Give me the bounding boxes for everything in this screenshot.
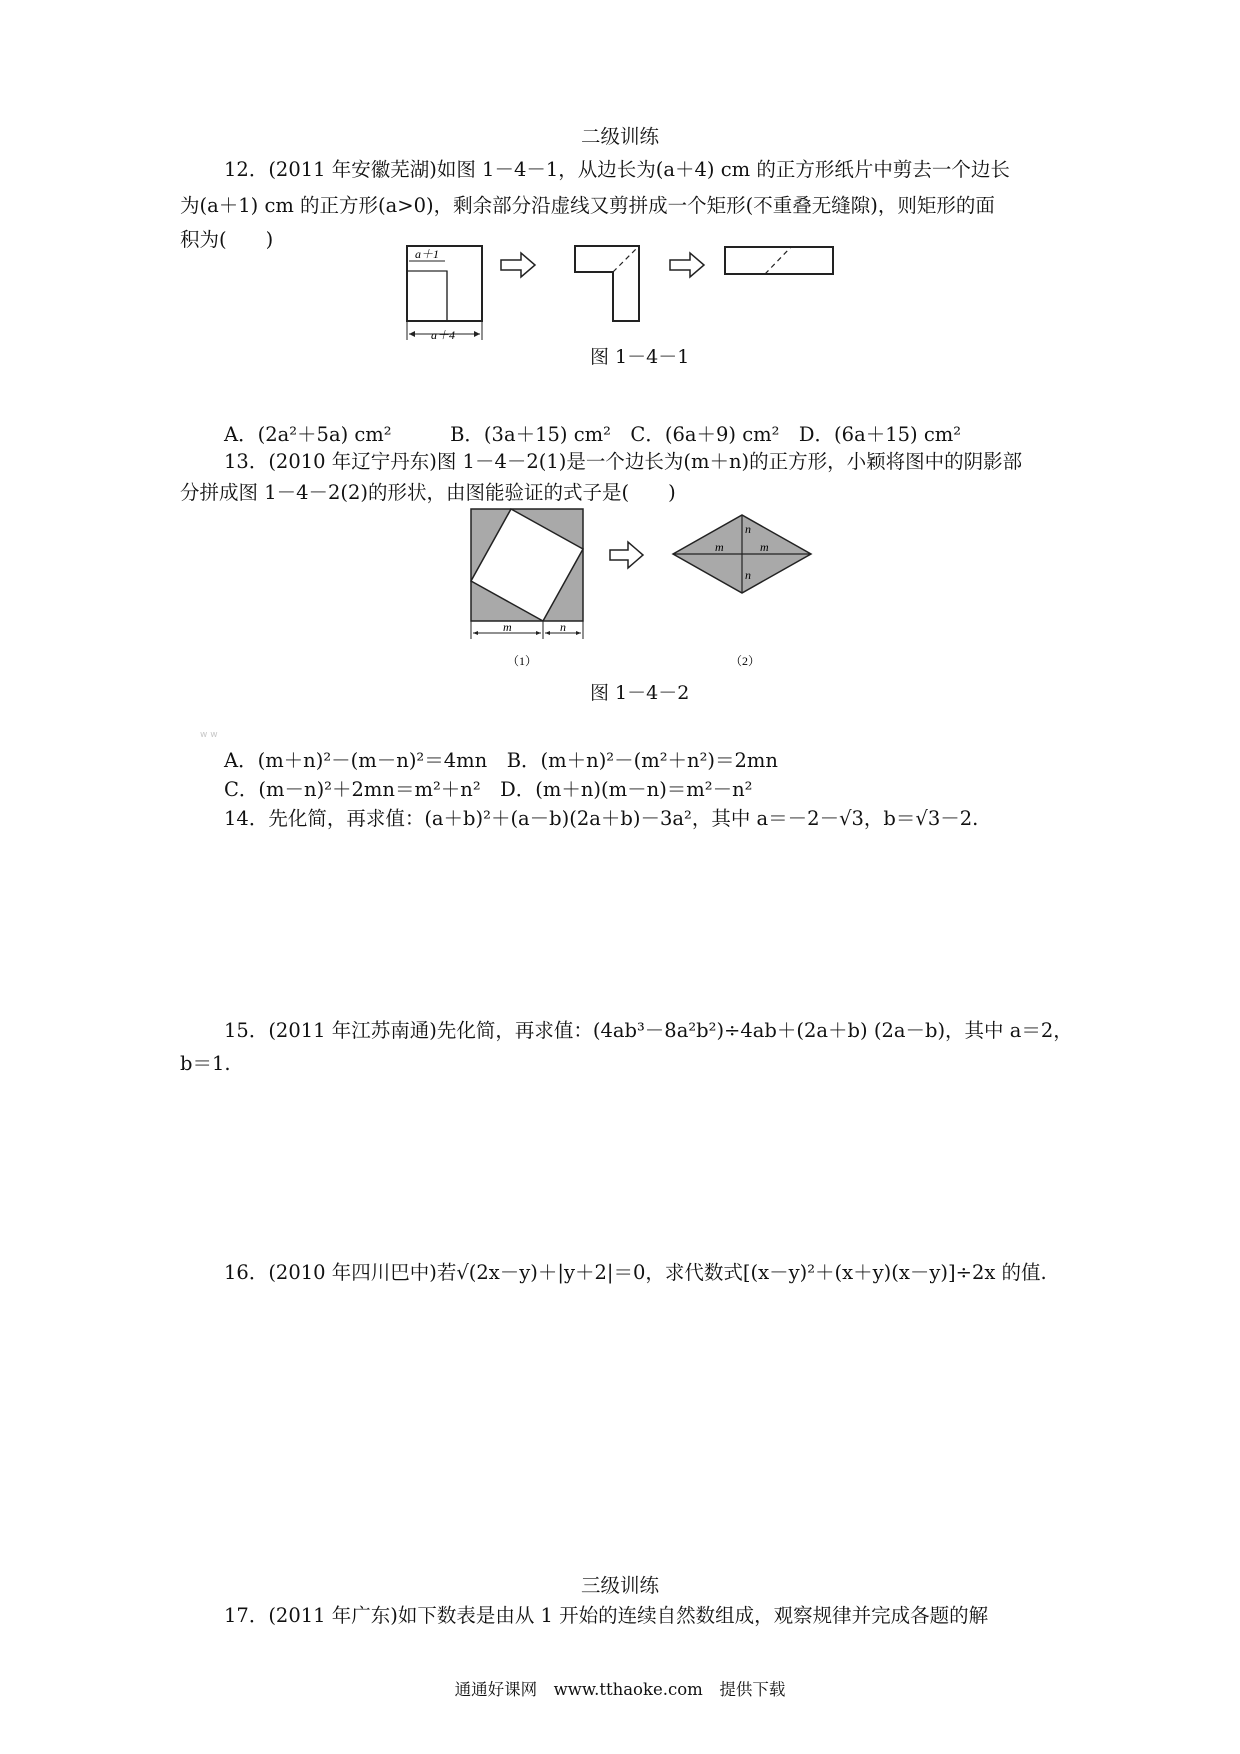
figure-1-4-1 — [395, 240, 895, 345]
figure-1-4-2 — [465, 503, 830, 673]
arrow-icon — [501, 253, 535, 277]
fig2-rhombus-n-top: n — [745, 522, 751, 536]
q12-line-1: 12．(2011 年安徽芜湖)如图 1－4－1，从边长为(a＋4) cm 的正方形纸片中剪去一个边长 — [224, 158, 1010, 181]
arrow-icon — [610, 542, 643, 568]
fig1-label-bottom: a＋4 — [431, 328, 456, 342]
fig1-label-top: a＋1 — [415, 247, 440, 261]
section-title-2: 二级训练 — [580, 125, 659, 148]
q13-line-1: 13．(2010 年辽宁丹东)图 1－4－2(1)是一个边长为(m＋n)的正方形，小颖将图中的阴影部 — [224, 450, 1023, 473]
q12-options: A．(2a²＋5a) cm² B．(3a＋15) cm² C．(6a＋9) cm² D．(6a＋15) cm² — [224, 423, 962, 446]
page-footer: 通通好课网 www.tthaoke.com 提供下载 — [454, 1680, 786, 1699]
q15-line-2: b＝1. — [180, 1052, 231, 1075]
q15-line-1: 15．(2011 年江苏南通)先化简，再求值：(4ab³－8a²b²)÷4ab＋(2a＋b) (2a－b)，其中 a＝2， — [224, 1019, 1073, 1042]
q12-line-3: 积为( ) — [180, 228, 274, 251]
fig2-sub-2: （2） — [730, 654, 761, 668]
q16-text: 16．(2010 年四川巴中)若√(2x－y)＋|y＋2|＝0，求代数式[(x－y)²＋(x＋y)(x－y)]÷2x 的值. — [224, 1261, 1047, 1284]
fig2-label-n: n — [560, 620, 566, 634]
figure-1-4-2-caption: 图 1－4－2 — [590, 682, 690, 704]
fig2-label-m: m — [503, 620, 512, 634]
arrow-icon — [670, 253, 704, 277]
q13-line-2: 分拼成图 1－4－2(2)的形状，由图能验证的式子是( ) — [180, 481, 676, 504]
q17-text: 17．(2011 年广东)如下数表是由从 1 开始的连续自然数组成，观察规律并完成各题的解 — [224, 1604, 989, 1627]
watermark: w w — [200, 730, 218, 740]
fig2-rhombus-n-bottom: n — [745, 568, 751, 582]
q12-line-2: 为(a＋1) cm 的正方形(a>0)，剩余部分沿虚线又剪拼成一个矩形(不重叠无缝隙)，则矩形的面 — [180, 194, 995, 217]
fig2-rhombus-m-left: m — [715, 540, 724, 554]
q13-options-ab: A．(m＋n)²－(m－n)²＝4mn B．(m＋n)²－(m²＋n²)＝2mn — [224, 749, 778, 772]
fig2-sub-1: （1） — [507, 654, 538, 668]
section-title-3: 三级训练 — [580, 1574, 659, 1597]
fig2-rhombus-m-right: m — [760, 540, 769, 554]
figure-1-4-1-caption: 图 1－4－1 — [590, 346, 690, 368]
q14-text: 14．先化简，再求值：(a＋b)²＋(a－b)(2a＋b)－3a²，其中 a＝－2－√3，b＝√3－2. — [224, 807, 979, 830]
q13-options-cd: C．(m－n)²＋2mn＝m²＋n² D．(m＋n)(m－n)＝m²－n² — [224, 778, 753, 801]
